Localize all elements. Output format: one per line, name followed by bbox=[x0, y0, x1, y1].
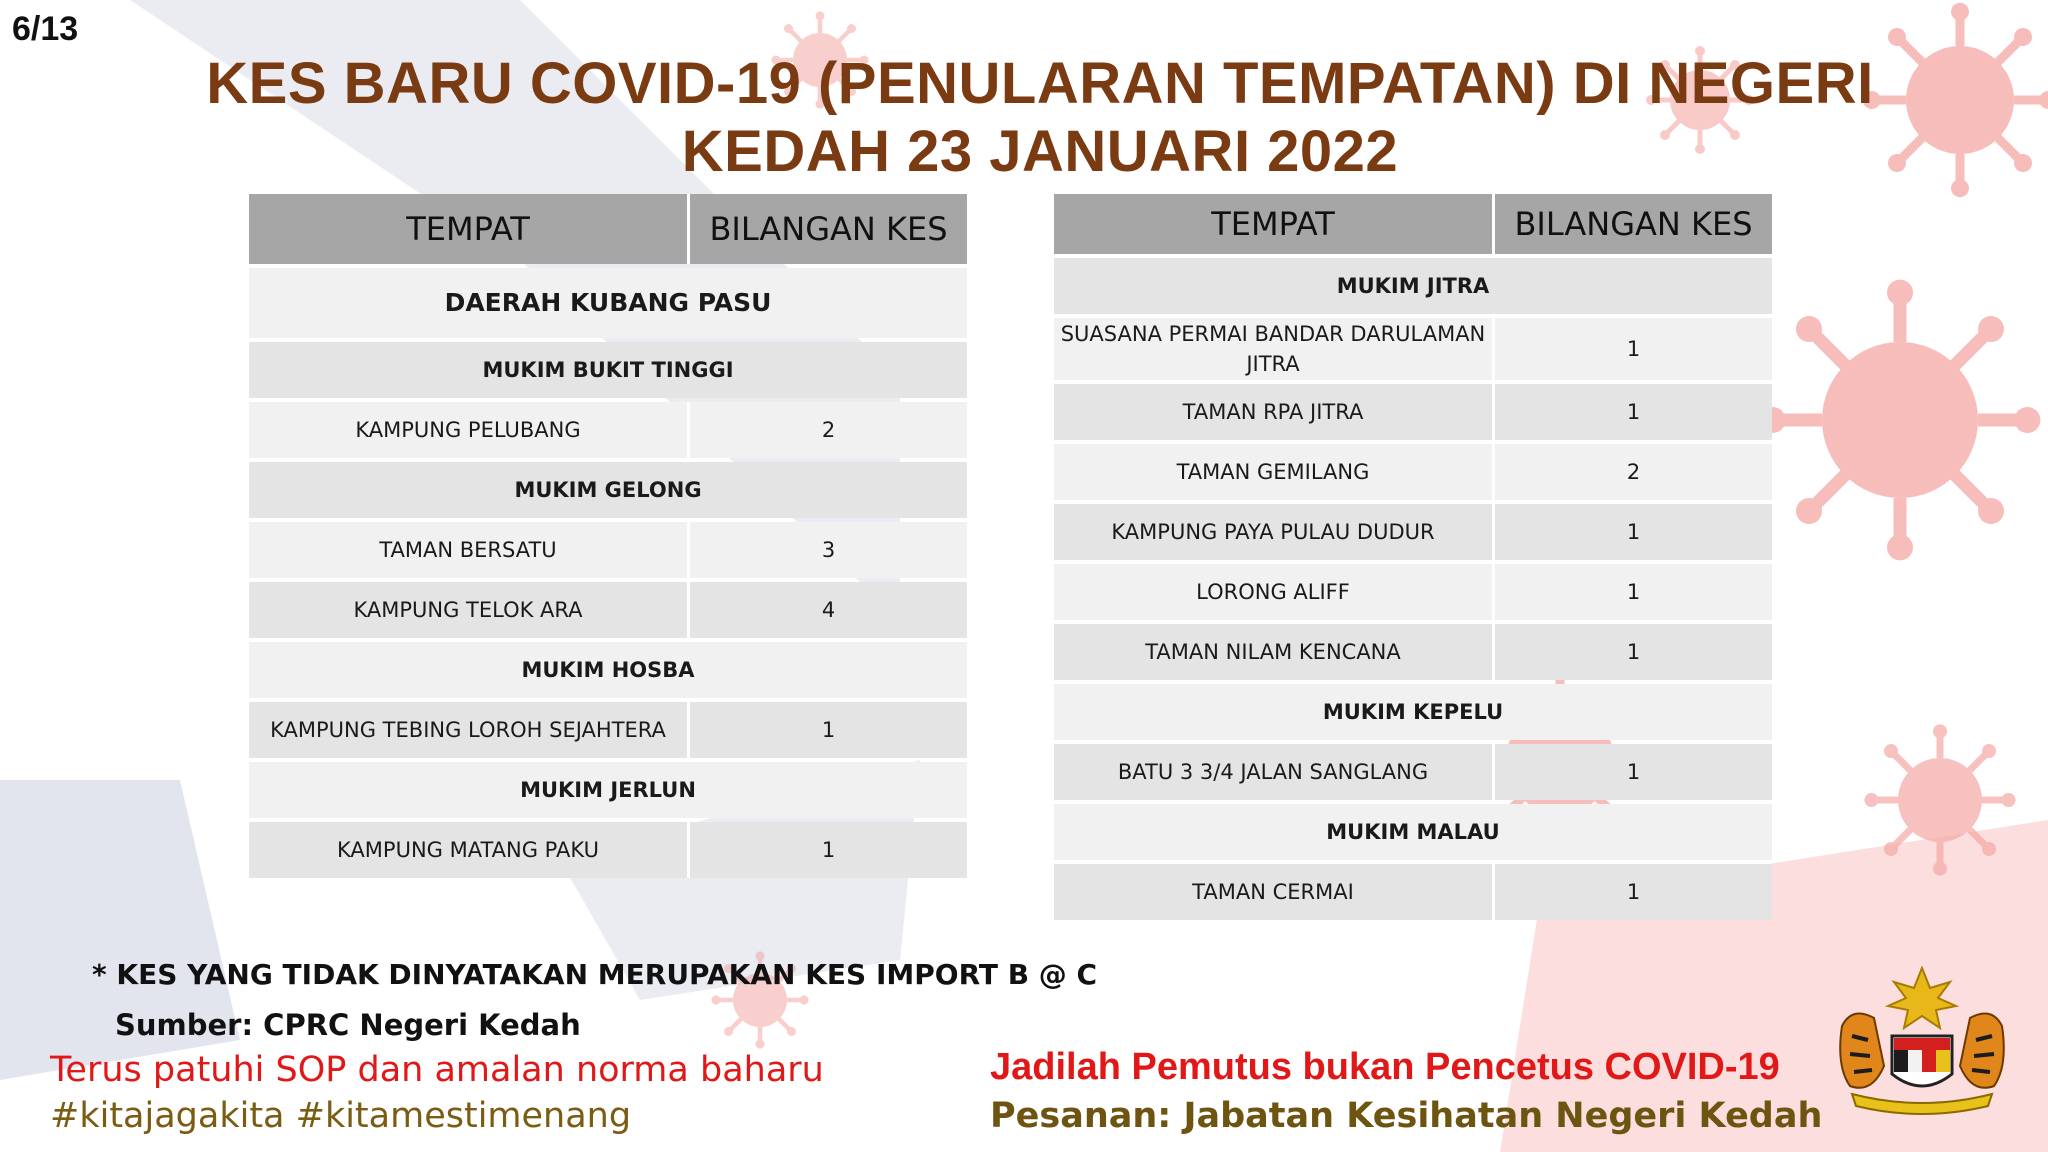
place-cell: TAMAN NILAM KENCANA bbox=[1054, 624, 1495, 680]
mukim-row bbox=[1054, 804, 1772, 860]
table-row bbox=[1054, 624, 1772, 680]
table-row bbox=[1054, 318, 1772, 380]
district-label: DAERAH KUBANG PASU bbox=[249, 268, 967, 338]
table-row bbox=[1054, 504, 1772, 560]
mukim-row bbox=[1054, 684, 1772, 740]
hashtags: #kitajagakita #kitamestimenang bbox=[50, 1096, 632, 1136]
place-cell: TAMAN CERMAI bbox=[1054, 864, 1495, 920]
page-title-line-1: KES BARU COVID-19 (PENULARAN TEMPATAN) DI NEGERI bbox=[206, 51, 1874, 116]
mukim-label: MUKIM KEPELU bbox=[1054, 684, 1772, 740]
column-header-count: BILANGAN KES bbox=[1495, 194, 1772, 254]
mukim-label: MUKIM HOSBA bbox=[249, 642, 967, 698]
count-cell: 1 bbox=[690, 702, 967, 758]
table-row bbox=[249, 522, 967, 578]
table-row bbox=[1054, 744, 1772, 800]
coat-of-arms-icon bbox=[1822, 966, 2022, 1116]
count-cell: 1 bbox=[1495, 624, 1772, 680]
left-cases-table bbox=[249, 190, 967, 882]
table-row bbox=[1054, 864, 1772, 920]
column-header-place: TEMPAT bbox=[249, 194, 690, 264]
mukim-label: MUKIM BUKIT TINGGI bbox=[249, 342, 967, 398]
mukim-label: MUKIM MALAU bbox=[1054, 804, 1772, 860]
table-header-row bbox=[1054, 194, 1772, 254]
page-title-line-2: KEDAH 23 JANUARI 2022 bbox=[681, 119, 1399, 184]
place-cell: TAMAN GEMILANG bbox=[1054, 444, 1495, 500]
table-header-row bbox=[249, 194, 967, 264]
table-row bbox=[1054, 444, 1772, 500]
count-cell: 3 bbox=[690, 522, 967, 578]
mukim-label: MUKIM JITRA bbox=[1054, 258, 1772, 314]
mukim-label: MUKIM GELONG bbox=[249, 462, 967, 518]
count-cell: 4 bbox=[690, 582, 967, 638]
count-cell: 1 bbox=[1495, 864, 1772, 920]
place-cell: KAMPUNG PELUBANG bbox=[249, 402, 690, 458]
place-cell: KAMPUNG MATANG PAKU bbox=[249, 822, 690, 878]
place-cell: SUASANA PERMAI BANDAR DARULAMAN JITRA bbox=[1054, 318, 1495, 380]
table-row bbox=[1054, 564, 1772, 620]
message-from: Pesanan: Jabatan Kesihatan Negeri Kedah bbox=[990, 1096, 1823, 1136]
count-cell: 1 bbox=[1495, 318, 1772, 380]
mukim-row bbox=[249, 462, 967, 518]
mukim-row bbox=[249, 342, 967, 398]
sop-reminder: Terus patuhi SOP dan amalan norma baharu bbox=[50, 1050, 824, 1090]
count-cell: 1 bbox=[1495, 564, 1772, 620]
count-cell: 2 bbox=[690, 402, 967, 458]
table-row bbox=[1054, 384, 1772, 440]
import-case-note: * KES YANG TIDAK DINYATAKAN MERUPAKAN KES IMPORT B @ C bbox=[92, 958, 1098, 991]
place-cell: KAMPUNG PAYA PULAU DUDUR bbox=[1054, 504, 1495, 560]
table-row bbox=[249, 402, 967, 458]
place-cell: TAMAN BERSATU bbox=[249, 522, 690, 578]
table-row bbox=[249, 702, 967, 758]
count-cell: 1 bbox=[1495, 504, 1772, 560]
count-cell: 2 bbox=[1495, 444, 1772, 500]
mukim-row bbox=[1054, 258, 1772, 314]
count-cell: 1 bbox=[690, 822, 967, 878]
page-number: 6/13 bbox=[12, 10, 79, 48]
table-row bbox=[249, 822, 967, 878]
place-cell: LORONG ALIFF bbox=[1054, 564, 1495, 620]
campaign-slogan: Jadilah Pemutus bukan Pencetus COVID-19 bbox=[990, 1046, 1780, 1088]
count-cell: 1 bbox=[1495, 744, 1772, 800]
district-row bbox=[249, 268, 967, 338]
count-cell: 1 bbox=[1495, 384, 1772, 440]
source-text: Sumber: CPRC Negeri Kedah bbox=[115, 1008, 581, 1042]
mukim-row bbox=[249, 762, 967, 818]
column-header-count: BILANGAN KES bbox=[690, 194, 967, 264]
right-cases-table bbox=[1054, 190, 1772, 924]
column-header-place: TEMPAT bbox=[1054, 194, 1495, 254]
mukim-row bbox=[249, 642, 967, 698]
place-cell: BATU 3 3/4 JALAN SANGLANG bbox=[1054, 744, 1495, 800]
place-cell: KAMPUNG TELOK ARA bbox=[249, 582, 690, 638]
mukim-label: MUKIM JERLUN bbox=[249, 762, 967, 818]
place-cell: TAMAN RPA JITRA bbox=[1054, 384, 1495, 440]
place-cell: KAMPUNG TEBING LOROH SEJAHTERA bbox=[249, 702, 690, 758]
table-row bbox=[249, 582, 967, 638]
